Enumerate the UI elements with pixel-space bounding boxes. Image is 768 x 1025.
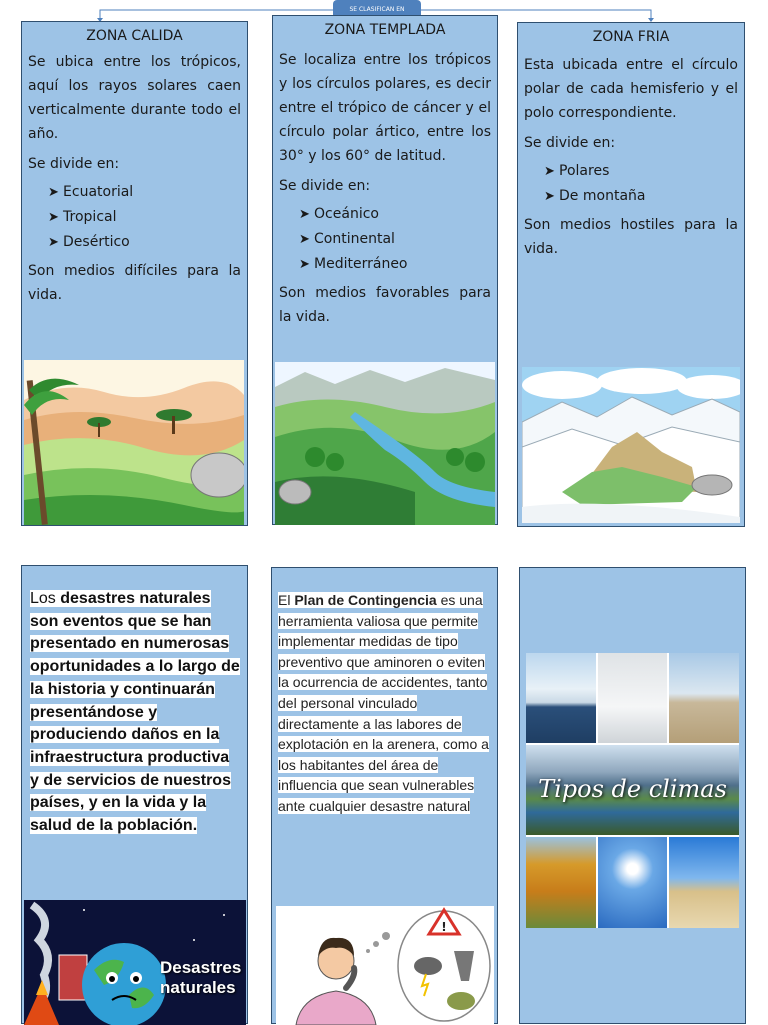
zone-calida-panel xyxy=(21,21,248,526)
disasters-image-caption: Desastres naturales xyxy=(160,958,242,997)
zone-intro: Se ubica entre los trópicos, aquí los rayos solares caen verticalmente durante todo el año. xyxy=(28,54,241,142)
autumn-photo xyxy=(526,837,596,928)
climates-collage xyxy=(526,653,739,928)
zone-divide-label: Se divide en: xyxy=(524,135,616,151)
disasters-panel xyxy=(21,565,248,1024)
snowy-mountains-image xyxy=(522,367,740,523)
contingency-text-rest: es una herramienta valiosa que permite implementar medidas de tipo preventivo que aminoren o eviten la ocurrencia de accidentes, tanto del personal vinculado directamente a las labores de explotación en la arenera, como a los habitantes del área de influencia que sean vulnerables ante cualquier desastre natural xyxy=(278,592,489,814)
thinking-man-image xyxy=(276,906,494,1025)
collage-title: Tipos de climas xyxy=(538,775,727,803)
zone-closing: Son medios difíciles para la vida. xyxy=(28,263,241,303)
list-item: ➤ Tropical xyxy=(48,205,241,230)
disasters-text-start: Los xyxy=(30,590,61,607)
list-item: ➤ Desértico xyxy=(48,230,241,255)
list-item: ➤ Ecuatorial xyxy=(48,180,241,205)
zone-subdivision-list xyxy=(28,180,241,255)
zone-title: ZONA TEMPLADA xyxy=(324,22,446,38)
zone-title: ZONA FRIA xyxy=(592,29,670,45)
zone-intro: Se localiza entre los trópicos y los círculos polares, es decir entre el trópico de cáncer y el círculo polar ártico, entre los 30° y los 60° de latitud. xyxy=(279,52,491,164)
zone-divide-label: Se divide en: xyxy=(28,156,120,172)
list-item: ➤ Polares xyxy=(544,159,738,184)
zone-title: ZONA CALIDA xyxy=(86,28,183,44)
zone-divide-label: Se divide en: xyxy=(279,178,371,194)
zone-subdivision-list xyxy=(524,159,738,209)
sunny-road-photo xyxy=(669,837,739,928)
polar-photo xyxy=(526,653,596,743)
zone-subdivision-list xyxy=(279,202,491,277)
contingency-text xyxy=(272,568,497,817)
disasters-image xyxy=(24,900,246,1025)
list-item: ➤ Oceánico xyxy=(299,202,491,227)
snowy-forest-photo xyxy=(598,653,667,743)
disasters-text-rest: son eventos que se han presentado en numerosas oportunidades a lo largo de la historia y continuarán presentándose y produciendo daños en la infraestructura productiva y de servicios de nuestros países, y en la vida y la salud de la población. xyxy=(30,612,240,835)
svg-text:!: ! xyxy=(441,920,447,934)
disasters-text xyxy=(22,566,247,838)
climates-panel xyxy=(519,567,746,1024)
list-item: ➤ Continental xyxy=(299,227,491,252)
list-item: ➤ Mediterráneo xyxy=(299,252,491,277)
list-item: ➤ De montaña xyxy=(544,184,738,209)
zone-intro: Esta ubicada entre el círculo polar de cada hemisferio y el polo correspondiente. xyxy=(524,57,738,121)
contingency-bold-term: Plan de Contingencia xyxy=(294,592,437,608)
zone-closing: Son medios hostiles para la vida. xyxy=(524,217,738,257)
contingency-panel xyxy=(271,567,498,1024)
desert-photo xyxy=(669,653,739,743)
zone-closing: Son medios favorables para la vida. xyxy=(279,285,491,325)
classify-badge: SE CLASIFICAN EN xyxy=(333,0,421,20)
contingency-text-start: El xyxy=(278,592,295,608)
temperate-valley-image xyxy=(275,362,495,525)
sunny-sky-photo xyxy=(598,837,667,928)
disasters-bold-term: desastres naturales xyxy=(60,590,211,607)
zone-templada-panel xyxy=(272,15,498,525)
tropical-landscape-image xyxy=(24,360,244,525)
zone-fria-panel xyxy=(517,22,745,527)
